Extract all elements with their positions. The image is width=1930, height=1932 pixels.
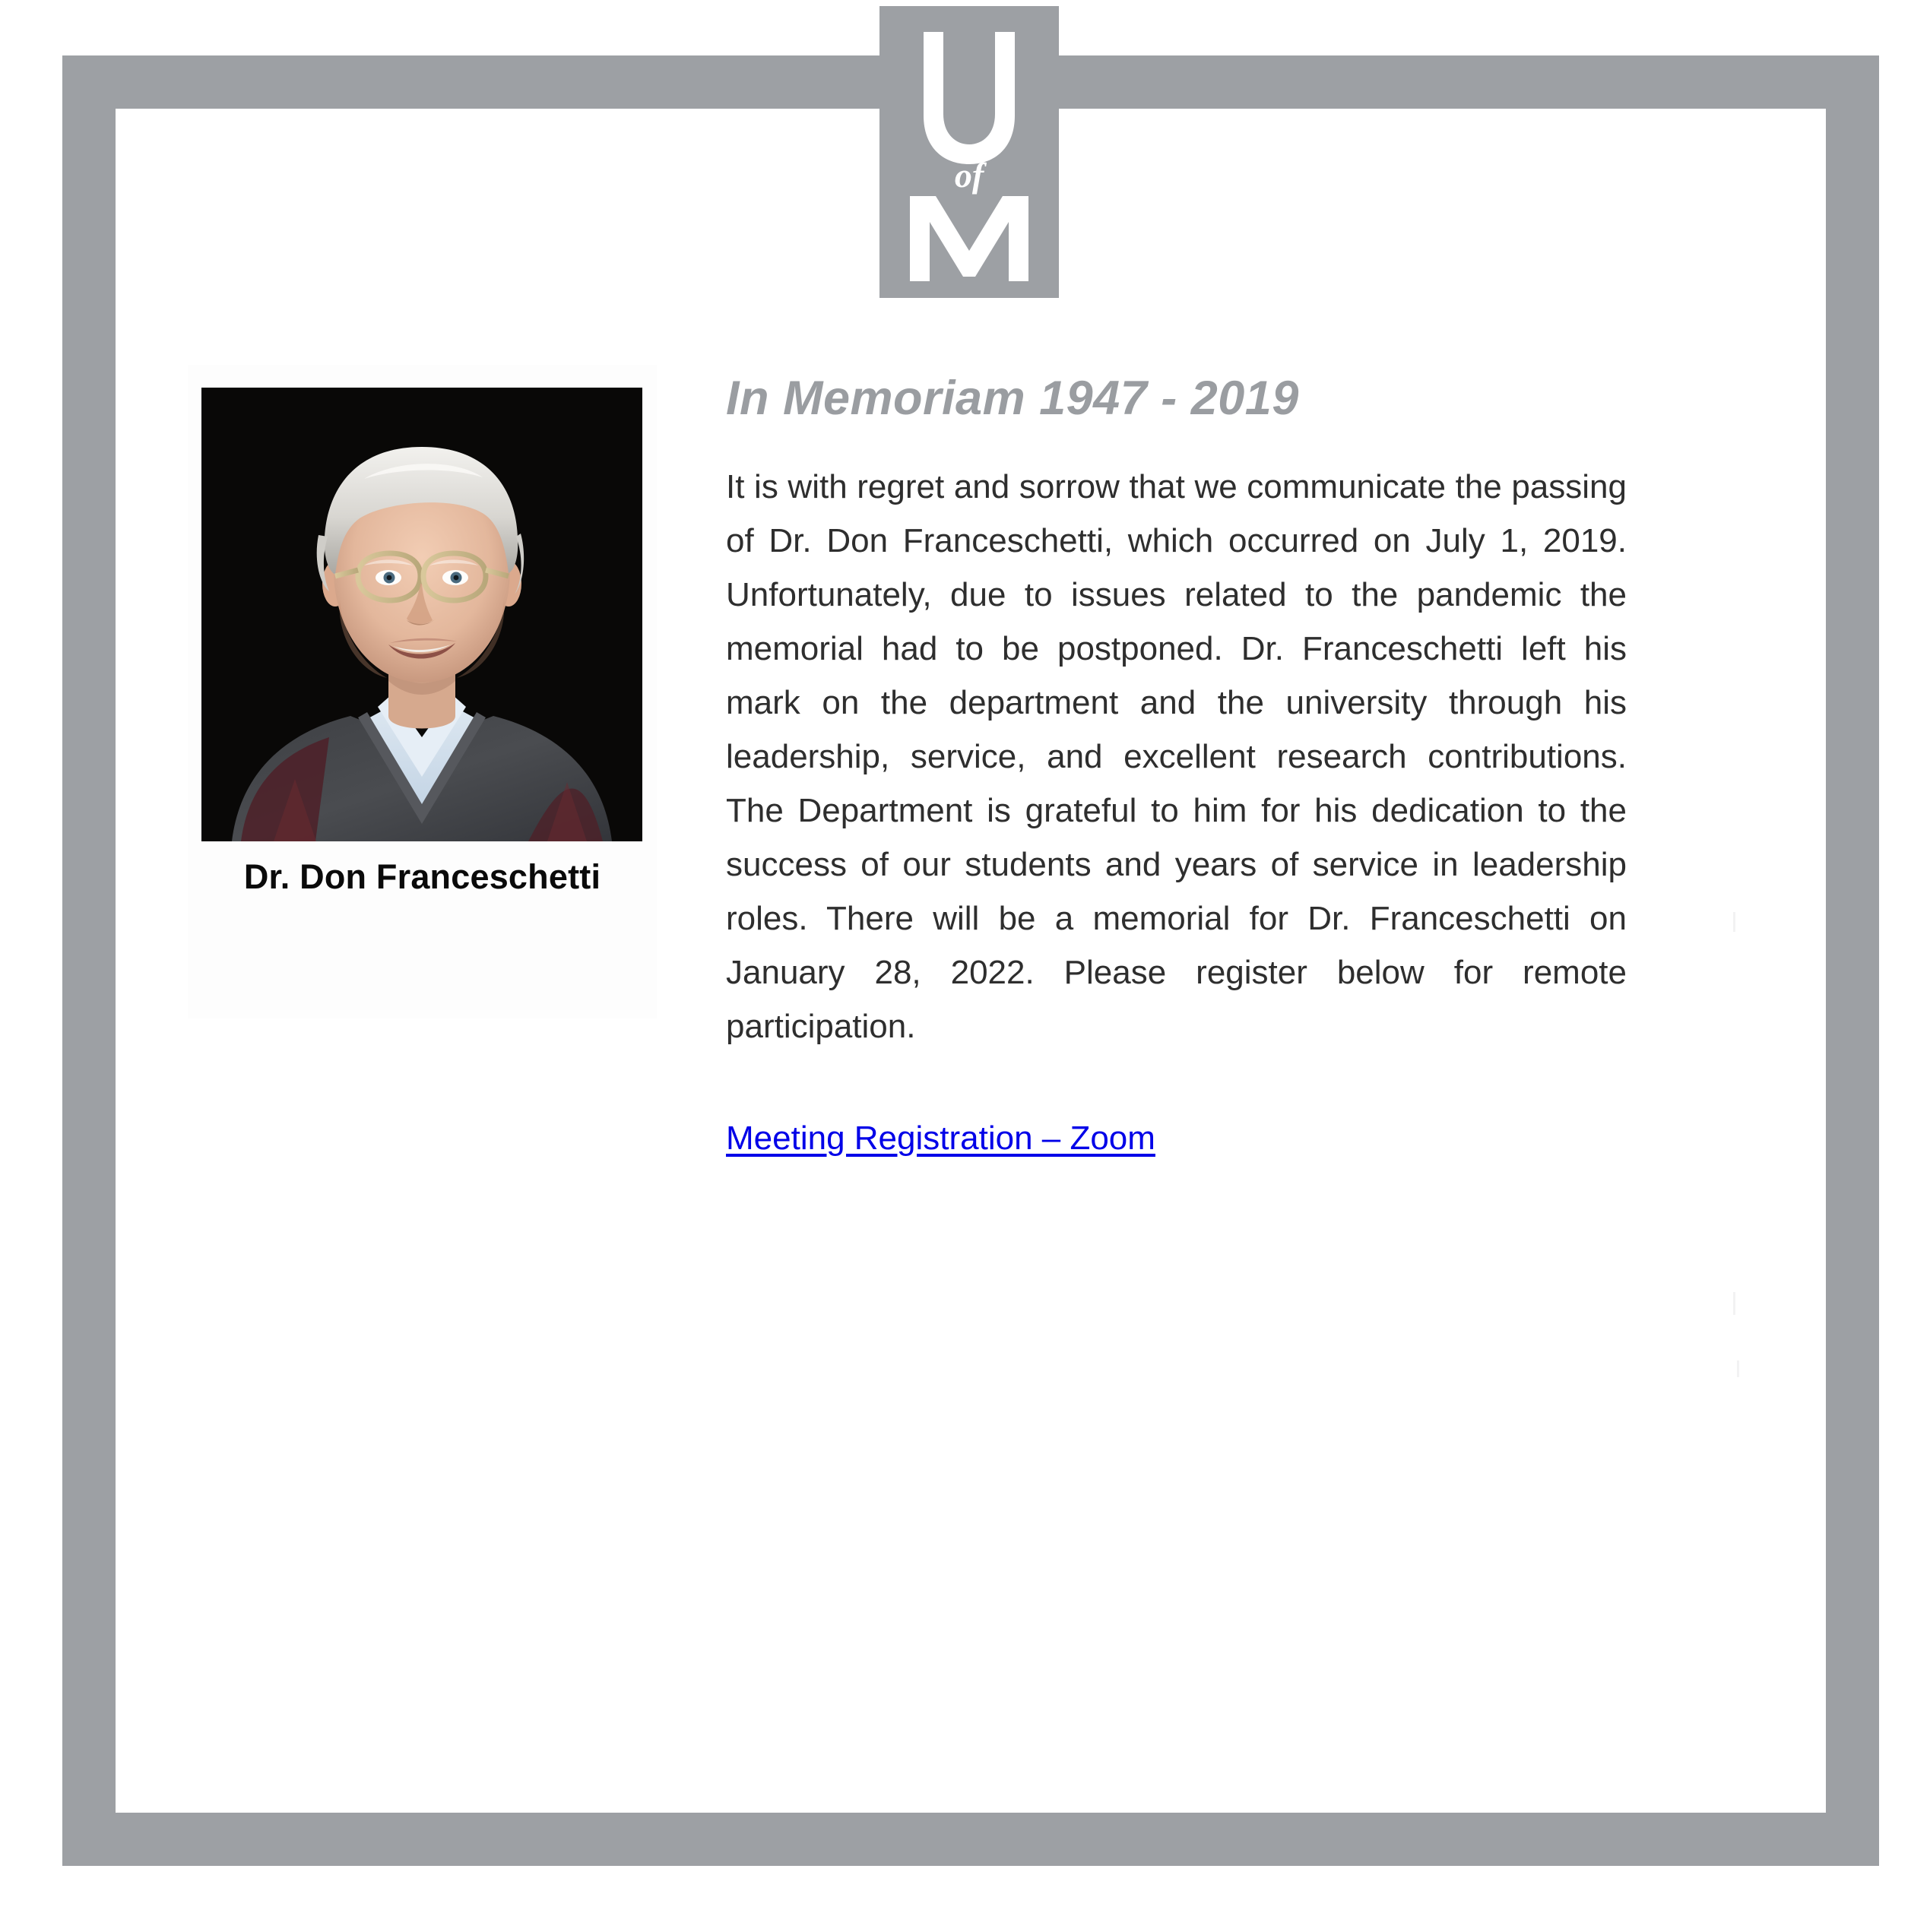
registration-link-row <box>726 1111 1627 1165</box>
meeting-registration-link[interactable]: Meeting Registration – Zoom <box>726 1120 1155 1158</box>
scan-artifact <box>1733 912 1735 932</box>
portrait-photo <box>201 388 642 841</box>
university-of-memphis-logo <box>879 6 1059 298</box>
scan-artifact <box>1737 1360 1739 1377</box>
memoriam-body-text: It is with regret and sorrow that we communicate the passing of Dr. Don Franceschetti, which occurred on July 1, 2019. Unfortunately, due to issues related to the pandemic the memorial had to be postponed. Dr. Franceschetti left his mark on the department and the university through his leadership, service, and excellent research contributions. The Department is grateful to him for his dedication to the success of our students and years of service in leadership roles. There will be a memorial for Dr. Franceschetti on January 28, 2022. Please register below for remote participation. <box>726 468 1627 1046</box>
photo-caption: Dr. Don Franceschetti <box>243 857 601 896</box>
memoriam-text-column <box>726 372 1627 1165</box>
svg-text:of: of <box>954 156 984 195</box>
scan-artifact <box>1733 1292 1735 1315</box>
portrait-block <box>188 365 657 1018</box>
page-title: In Memoriam 1947 - 2019 <box>726 372 1299 425</box>
